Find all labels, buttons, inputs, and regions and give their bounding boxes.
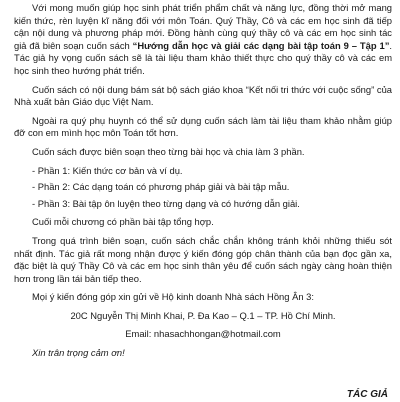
intro-text-part1: Với mong muốn giúp học sinh phát triển phẩm chất và năng lực, đồng thời mở mang kiến thức, rèn luyện kĩ năng đối với môn Toán. Quý Thầy, Cô và các em học sinh đã tiếp cận nội dung và phương pháp mới. Đồng hành cùng quý thầy cô và các em học sinh tác giả đã biên soạn cuốn sách [14, 2, 392, 51]
intro-text-part2: . Tác giả hy vọng cuốn sách sẽ là tài liệu tham khảo thiết thực cho quý thầy cô và các em học sinh theo hướng phát triển. [14, 39, 392, 76]
textbook-paragraph: Cuốn sách có nội dung bám sát bộ sách giáo khoa “Kết nối tri thức với cuộc sống” của Nhà xuất bản Giáo dục Việt Nam. [14, 83, 392, 108]
structure-paragraph: Cuốn sách được biên soạn theo từng bài học và chia làm 3 phần. [32, 145, 305, 157]
author-signature: TÁC GIẢ [346, 389, 388, 401]
closing-line: Xin trân trọng cảm ơn! [32, 347, 125, 359]
contact-paragraph: Mọi ý kiến đóng góp xin gửi về Hộ kinh doanh Nhà sách Hồng Ân 3: [32, 291, 314, 303]
book-title: “Hướng dẫn học và giải các dạng bài tập toán 9 – Tập 1” [132, 39, 390, 51]
part-item-3: - Phần 3: Bài tập ôn luyện theo từng dạng và có hướng dẫn giải. [32, 197, 300, 209]
email-line: Email: nhasachhongan@hotmail.com [125, 328, 281, 340]
parents-paragraph: Ngoài ra quý phụ huynh có thể sử dụng cuốn sách làm tài liệu tham khảo nhằm giúp đỡ con em mình học môn Toán tốt hơn. [14, 114, 392, 139]
address-line: 20C Nguyễn Thị Minh Khai, P. Đa Kao – Q.1 – TP. Hồ Chí Minh. [70, 309, 336, 321]
parts-list [14, 165, 392, 211]
part-item-2: - Phần 2: Các dạng toán có phương pháp giải và bài tập mẫu. [32, 181, 290, 193]
chapter-exercises-paragraph: Cuối mỗi chương có phần bài tập tổng hợp. [32, 216, 214, 228]
intro-paragraph [14, 2, 392, 78]
part-item-1: - Phần 1: Kiến thức cơ bản và ví dụ. [32, 164, 183, 176]
feedback-paragraph: Trong quá trình biên soạn, cuốn sách chắc chắn không tránh khỏi những thiếu sót nhất định. Tác giả rất mong nhận được ý kiến đóng góp chân thành của bạn đọc gần xa, đặc biệt là quý Thầy Cô và các em học sinh thân yêu để cuốn sách ngày càng hoàn thiện hơn trong lần tái bản tiếp theo. [14, 234, 392, 284]
